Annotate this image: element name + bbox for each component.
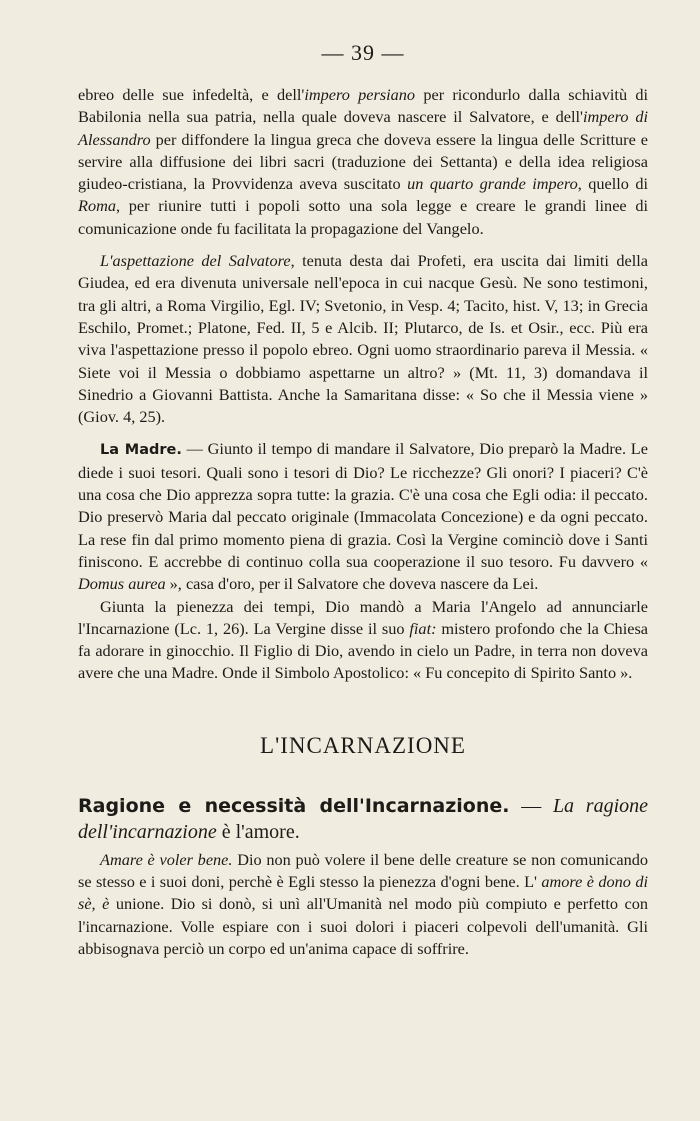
para3-run: Domus aurea <box>78 574 166 594</box>
page-number: — 39 — <box>321 40 405 65</box>
para4-run: Giunta la pienezza dei tempi, Dio mandò a Maria l'Angelo ad annunciarle l'Incarnazione (Lc. 1, 26). La Vergine disse il suo <box>78 596 648 638</box>
para3-run: », casa d'oro, per il Salvatore che doveva nascere da Lei. <box>165 574 539 594</box>
para1-run: pe <box>150 129 172 149</box>
para5-run: amore è dono di sè, è <box>78 872 648 914</box>
para1-run: , quello di <box>577 174 649 194</box>
section-title: L'INCARNAZIONE <box>260 732 466 758</box>
paragraph-2 <box>78 250 648 428</box>
para1-run: per ricondurlo dalla schiavitù di Babilonia nella sua patria, nella quale doveva nascere il Salvatore, e dell' <box>78 85 648 127</box>
para1-run: un quarto grande impero <box>407 174 578 194</box>
para2-run: , tenuta desta dai Profeti, era uscita dai limiti della Giudea, ed era divenuta universale nell'epoca in cui nacque Gesù. Ne sono testimoni, tra gli altri, a Roma Virgilio, Egl. IV; Svetonio, in Vesp. 4; Tacito, hist. V, 13; in Grecia Eschilo, Promet.; Platone, Fed. II, 5 e Alcib. II; Plutarco, de Is. et Osir., ecc. Più era viva l'aspettazione presso il popolo ebreo. Ogni uomo straordinario pareva il Messia. « Siete voi il Messia o dobbiamo aspettarne un altro? » (Mt. 11, 3) domandava il Sinedrio a Giovanni Battista. Anche la Samaritana disse: « So che il Messia viene » (Giov. 4, 25). <box>78 251 649 427</box>
paragraph-3 <box>78 438 648 595</box>
para5-run: Amare è voler bene. <box>100 849 233 869</box>
para1-run: Roma <box>78 196 116 216</box>
para1-run: ebreo delle sue infedeltà, e dell' <box>78 85 305 104</box>
sub-heading-italic: La ragione dell'incarnazione <box>78 794 648 843</box>
para1-run: impero persiano <box>304 85 416 104</box>
para1-run: r diffondere la lingua greca che doveva essere la lingua delle Scritture e servire alla diffusione dei libri sacri (traduzione dei Settanta) e della idea religiosa giudeo-cristiana, la Provvidenza aveva suscitato <box>78 129 649 194</box>
para2-run: L'aspettazione del Salvatore <box>100 251 291 271</box>
para4-run: fiat: <box>409 618 437 638</box>
sub-heading-bold: Ragione e necessità dell'Incarnazione. <box>78 794 510 817</box>
paragraph-3-lead: La Madre. <box>100 442 182 459</box>
para3-run: — Giunto il tempo di mandare il Salvatore, Dio preparò la Madre. Le diede i suoi tesori. Quali sono i tesori di Dio? Le ricchezze? Gli onori? I piaceri? C'è una cosa che Dio apprezza sopra tutte: la grazia. C'è una cosa che Egli odia: il peccato. Dio preservò Maria dal peccato originale (Immacolata Concezione) e da ogni peccato. La rese fin dal primo momento piena di grazia. Così la Vergine cominciò dove i Santi finiscono. E accrebbe di continuo colla sua cooperazione il suo tesoro. Fu davvero « <box>78 439 648 571</box>
sub-heading <box>78 793 648 845</box>
paragraph-4 <box>78 596 648 685</box>
sub-heading-tail: è l'amore. <box>216 820 300 843</box>
para1-run: , per riunire tutti i popoli sotto una sola legge e creare le grandi linee di comunicazione onde fu facilitata la propagazione del Vangelo. <box>78 196 648 238</box>
paragraph-1 <box>78 84 648 240</box>
para4-run: mistero profondo che la Chiesa fa adorare in ginocchio. Il Figlio di Dio, avendo in cielo un Padre, in terra non doveva avere che una Madre. Onde il Simbolo Apostolico: « Fu concepito di Spirito Santo ». <box>78 618 649 683</box>
paragraph-3-body <box>78 439 648 593</box>
sub-heading-dash: — <box>509 794 553 817</box>
para1-run: impero di Alessandro <box>78 107 648 149</box>
para5-run: unione. Dio si donò, si unì all'Umanità nel modo più compiuto e perfetto con l'incarnazione. Volle espiare con i suoi dolori i piaceri colpevoli dell'umanità. Gli abbisognava perciò un corpo ed un'anima capace di soffrire. <box>78 894 648 958</box>
paragraph-5 <box>78 849 648 960</box>
para5-run: Dio non può volere il bene delle creature se non comunicando se stesso e i suoi doni, perchè è Egli stesso la pienezza d'ogni bene. L' <box>78 849 648 892</box>
